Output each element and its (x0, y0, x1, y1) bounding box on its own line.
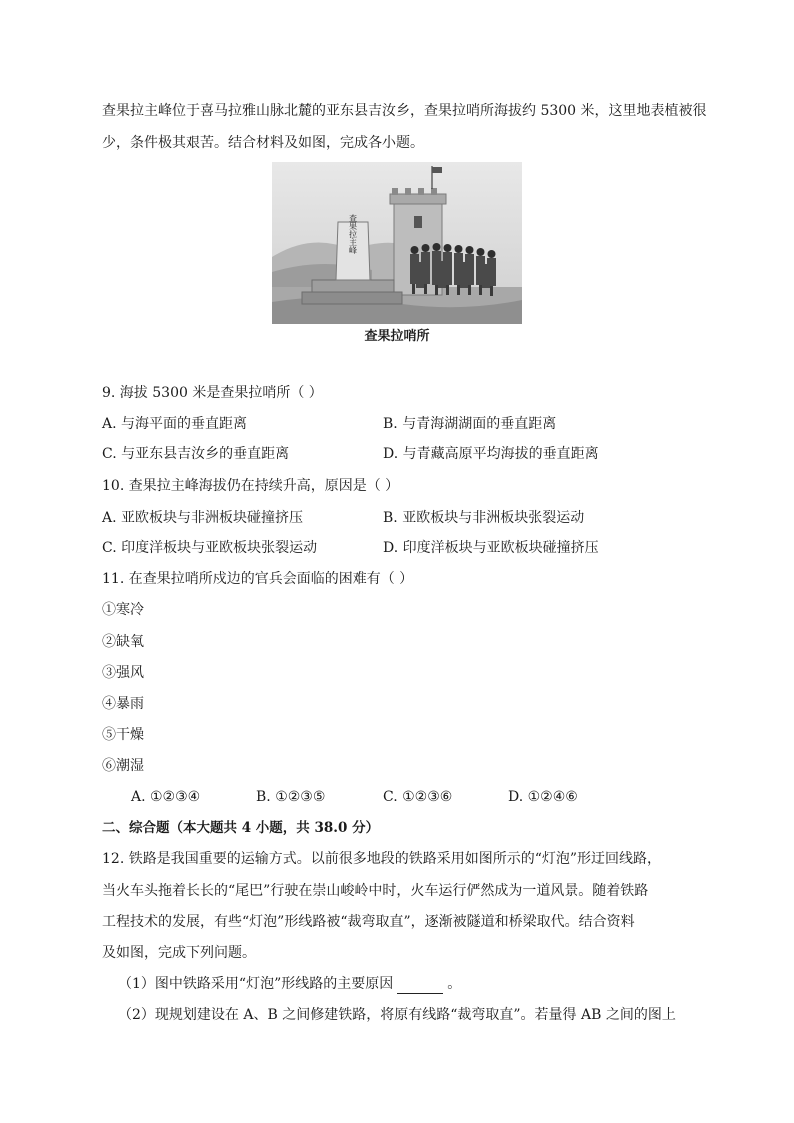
q11-option-d: D. ①②④⑥ (508, 789, 578, 805)
q12-sub1-text: （1）图中铁路采用“灯泡”形线路的主要原因 (118, 976, 394, 992)
q11-option-a: A. ①②③④ (131, 789, 201, 805)
q12-sub1-end: 。 (447, 976, 462, 992)
q12-line-2: 当火车头拖着长长的“尾巴”行驶在崇山峻岭中时，火车运行俨然成为一道风景。随着铁路 (102, 883, 649, 899)
intro-line-2: 少，条件极其艰苦。结合材料及如图，完成各小题。 (102, 135, 424, 151)
section-title: 二、综合题（本大题共 4 小题，共 38.0 分） (102, 820, 380, 836)
q11-item: ⑥潮湿 (102, 758, 144, 774)
q9-option-b: B. 与青海湖湖面的垂直距离 (383, 416, 557, 432)
stele-inscription: 查果拉主峰 (348, 214, 358, 254)
q11-item: ③强风 (102, 665, 144, 681)
q12-line-1: 12. 铁路是我国重要的运输方式。以前很多地段的铁路采用如图所示的“灯泡”形迂回线路， (102, 851, 662, 867)
q11-option-b: B. ①②③⑤ (256, 789, 326, 805)
q12-line-4: 及如图，完成下列问题。 (102, 945, 256, 961)
q10-option-a: A. 亚欧板块与非洲板块碰撞挤压 (102, 510, 304, 526)
q11-item: ①寒冷 (102, 602, 144, 618)
q11-item: ②缺氧 (102, 634, 144, 650)
q12-sub2: （2）现规划建设在 A、B 之间修建铁路，将原有线路“裁弯取直”。若量得 AB 之间的图上 (118, 1007, 676, 1023)
q9-stem: 9. 海拔 5300 米是查果拉哨所（ ） (102, 385, 323, 401)
q10-option-b: B. 亚欧板块与非洲板块张裂运动 (383, 510, 585, 526)
q12-line-3: 工程技术的发展，有些“灯泡”形线路被“裁弯取直”，逐渐被隧道和桥梁取代。结合资料 (102, 914, 635, 930)
q11-item: ⑤干燥 (102, 727, 144, 743)
q9-option-a: A. 与海平面的垂直距离 (102, 416, 248, 432)
q9-option-d: D. 与青藏高原平均海拔的垂直距离 (383, 446, 599, 462)
answer-blank[interactable] (397, 979, 443, 994)
q11-item: ④暴雨 (102, 696, 144, 712)
q9-option-c: C. 与亚东县吉汝乡的垂直距离 (102, 446, 290, 462)
outpost-photo (272, 162, 522, 324)
q10-option-d: D. 印度洋板块与亚欧板块碰撞挤压 (383, 540, 599, 556)
q10-stem: 10. 查果拉主峰海拔仍在持续升高，原因是（ ） (102, 478, 400, 494)
photo-caption: 查果拉哨所 (364, 329, 430, 344)
q11-option-c: C. ①②③⑥ (383, 789, 453, 805)
q12-sub1 (118, 974, 461, 994)
q11-stem: 11. 在查果拉哨所戍边的官兵会面临的困难有（ ） (102, 571, 414, 587)
intro-line-1: 查果拉主峰位于喜马拉雅山脉北麓的亚东县吉汝乡，查果拉哨所海拔约 5300 米，这里地表植被很 (102, 103, 707, 119)
q10-option-c: C. 印度洋板块与亚欧板块张裂运动 (102, 540, 318, 556)
